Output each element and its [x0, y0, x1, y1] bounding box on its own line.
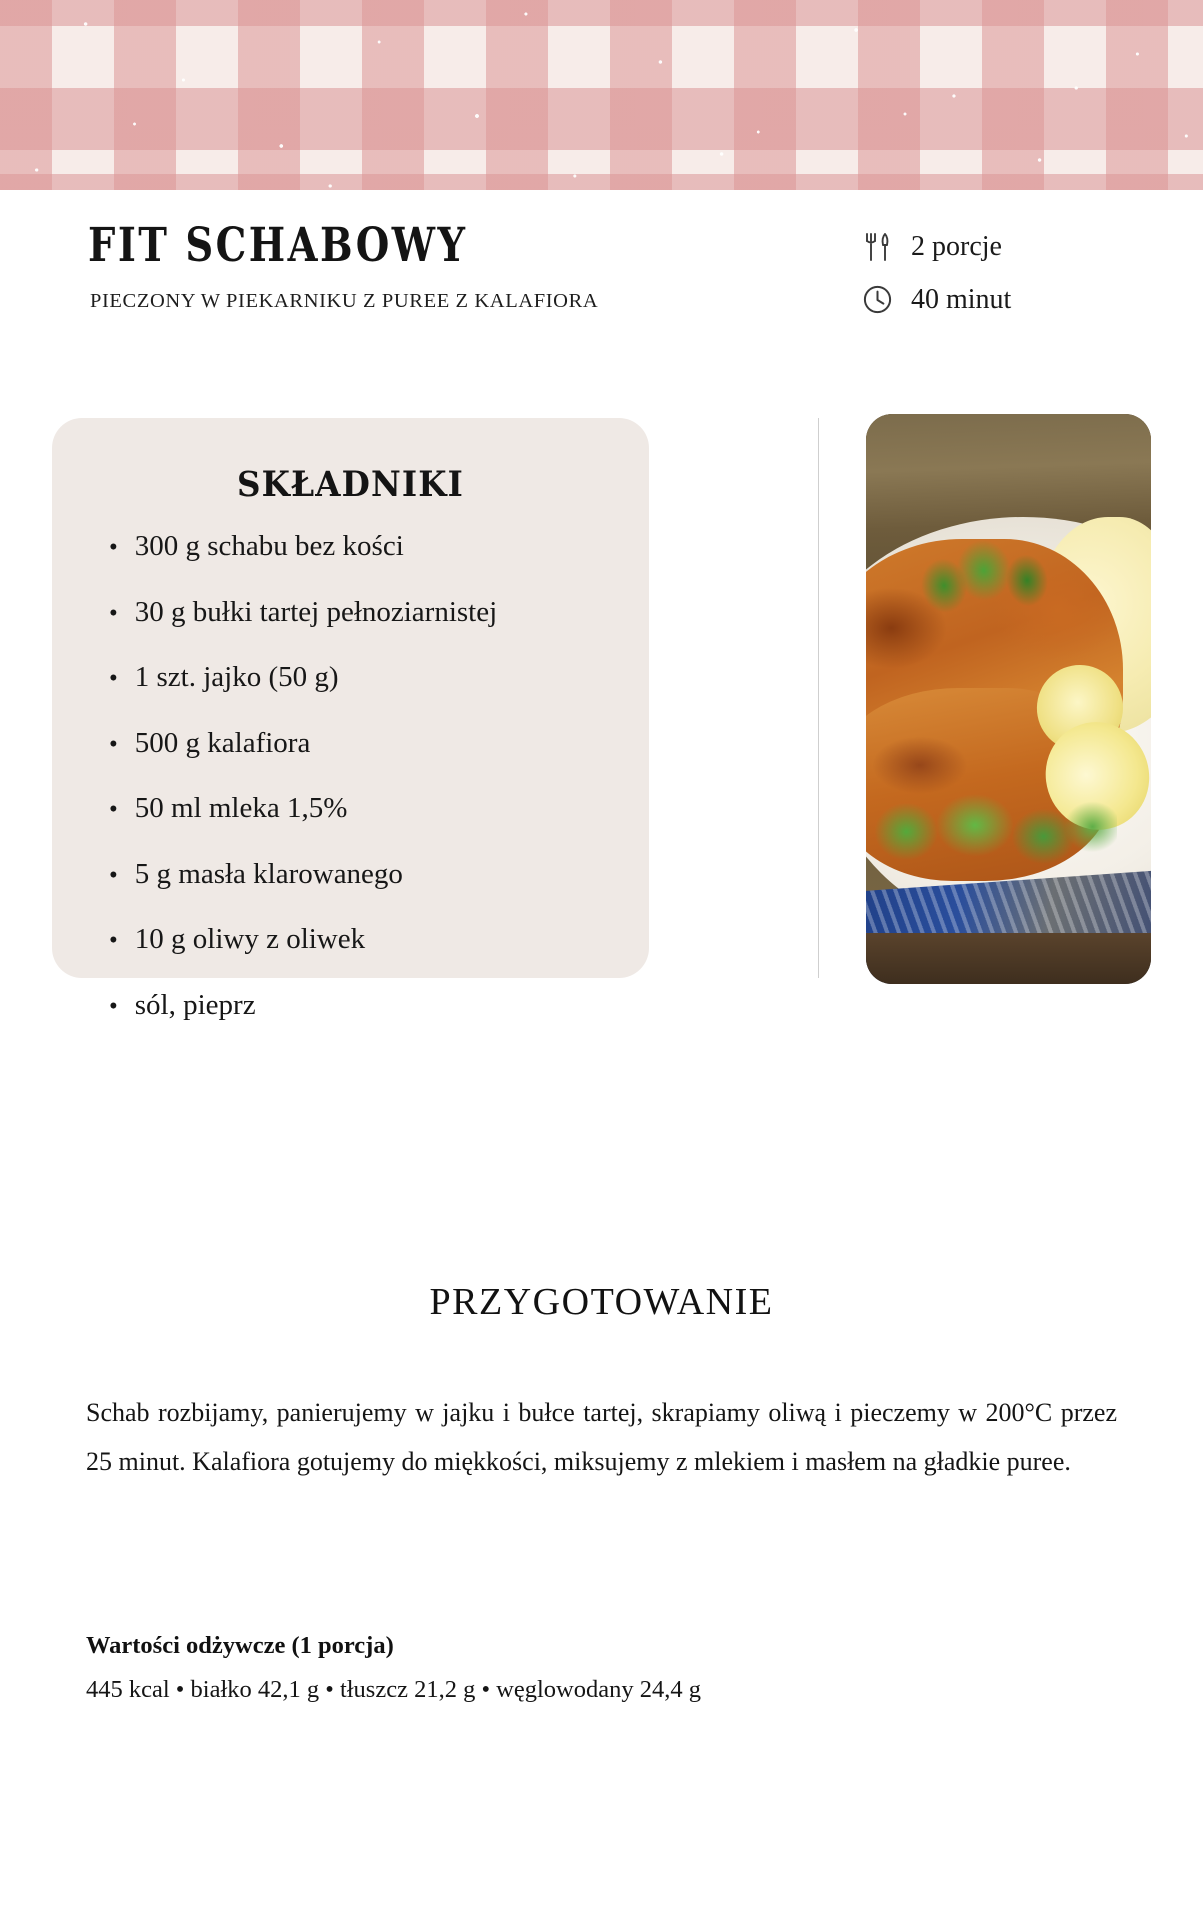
- nutrition-section: [86, 1632, 1086, 1704]
- list-item: [109, 792, 625, 858]
- ingredient-text: 30 g bułki tartej pełnoziarnistej: [134, 595, 498, 628]
- gingham-banner: [0, 0, 1203, 190]
- wooden-table-shape: [866, 933, 1151, 984]
- ingredients-list: [109, 530, 625, 1054]
- clock-icon: [860, 283, 894, 317]
- list-item: [109, 923, 625, 989]
- bullet-icon: •: [109, 665, 118, 692]
- bullet-icon: •: [109, 534, 118, 561]
- ingredient-text: 300 g schabu bez kości: [134, 530, 404, 562]
- recipe-header: [0, 190, 1203, 390]
- ingredients-heading: SKŁADNIKI: [237, 464, 464, 505]
- ingredient-text: sól, pieprz: [134, 988, 256, 1021]
- list-item: [109, 596, 625, 662]
- bullet-icon: •: [109, 730, 118, 758]
- recipe-meta: [860, 220, 1110, 326]
- salad-greens-shape: [872, 790, 1117, 870]
- page-title: FIT SCHABOWY: [88, 218, 468, 273]
- list-item: [109, 989, 625, 1055]
- nutrition-title: Wartości odżywcze (1 porcja): [86, 1632, 394, 1659]
- preparation-heading: PRZYGOTOWANIE: [429, 1281, 774, 1323]
- page-subtitle: PIECZONY W PIEKARNIKU Z PUREE Z KALAFIORA: [90, 290, 599, 312]
- fork-knife-icon: [860, 230, 894, 264]
- preparation-text: Schab rozbijamy, panierujemy w jajku i bułce tartej, skrapiamy oliwą i pieczemy w 200°C przez 25 minut. Kalafiora gotujemy do miękkości, miksujemy z mlekiem i masłem na gładkie puree.: [86, 1398, 1117, 1476]
- meta-servings: [860, 220, 1110, 273]
- bullet-icon: •: [109, 796, 118, 823]
- meta-time: [860, 273, 1110, 326]
- list-item: [109, 530, 625, 596]
- ingredient-text: 1 szt. jajko (50 g): [134, 661, 339, 693]
- time-label: 40 minut: [911, 283, 1012, 315]
- dish-photo: [866, 414, 1151, 984]
- section-divider: [818, 418, 819, 978]
- bullet-icon: •: [109, 599, 118, 627]
- servings-label: 2 porcje: [911, 230, 1002, 262]
- nutrition-values: 445 kcal • białko 42,1 g • tłuszcz 21,2 g • węglowodany 24,4 g: [86, 1676, 701, 1703]
- list-item: [109, 661, 625, 727]
- ingredients-card: [52, 418, 649, 1021]
- ingredient-text: 5 g masła klarowanego: [134, 857, 403, 890]
- bullet-icon: •: [109, 927, 118, 954]
- list-item: [109, 727, 625, 793]
- ingredient-text: 50 ml mleka 1,5%: [134, 792, 348, 824]
- banner-speckle-texture: [0, 0, 1203, 190]
- ingredient-text: 500 g kalafiora: [134, 726, 311, 759]
- ingredient-text: 10 g oliwy z oliwek: [134, 923, 366, 955]
- list-item: [109, 858, 625, 924]
- bullet-icon: •: [109, 861, 118, 889]
- bullet-icon: •: [109, 992, 118, 1020]
